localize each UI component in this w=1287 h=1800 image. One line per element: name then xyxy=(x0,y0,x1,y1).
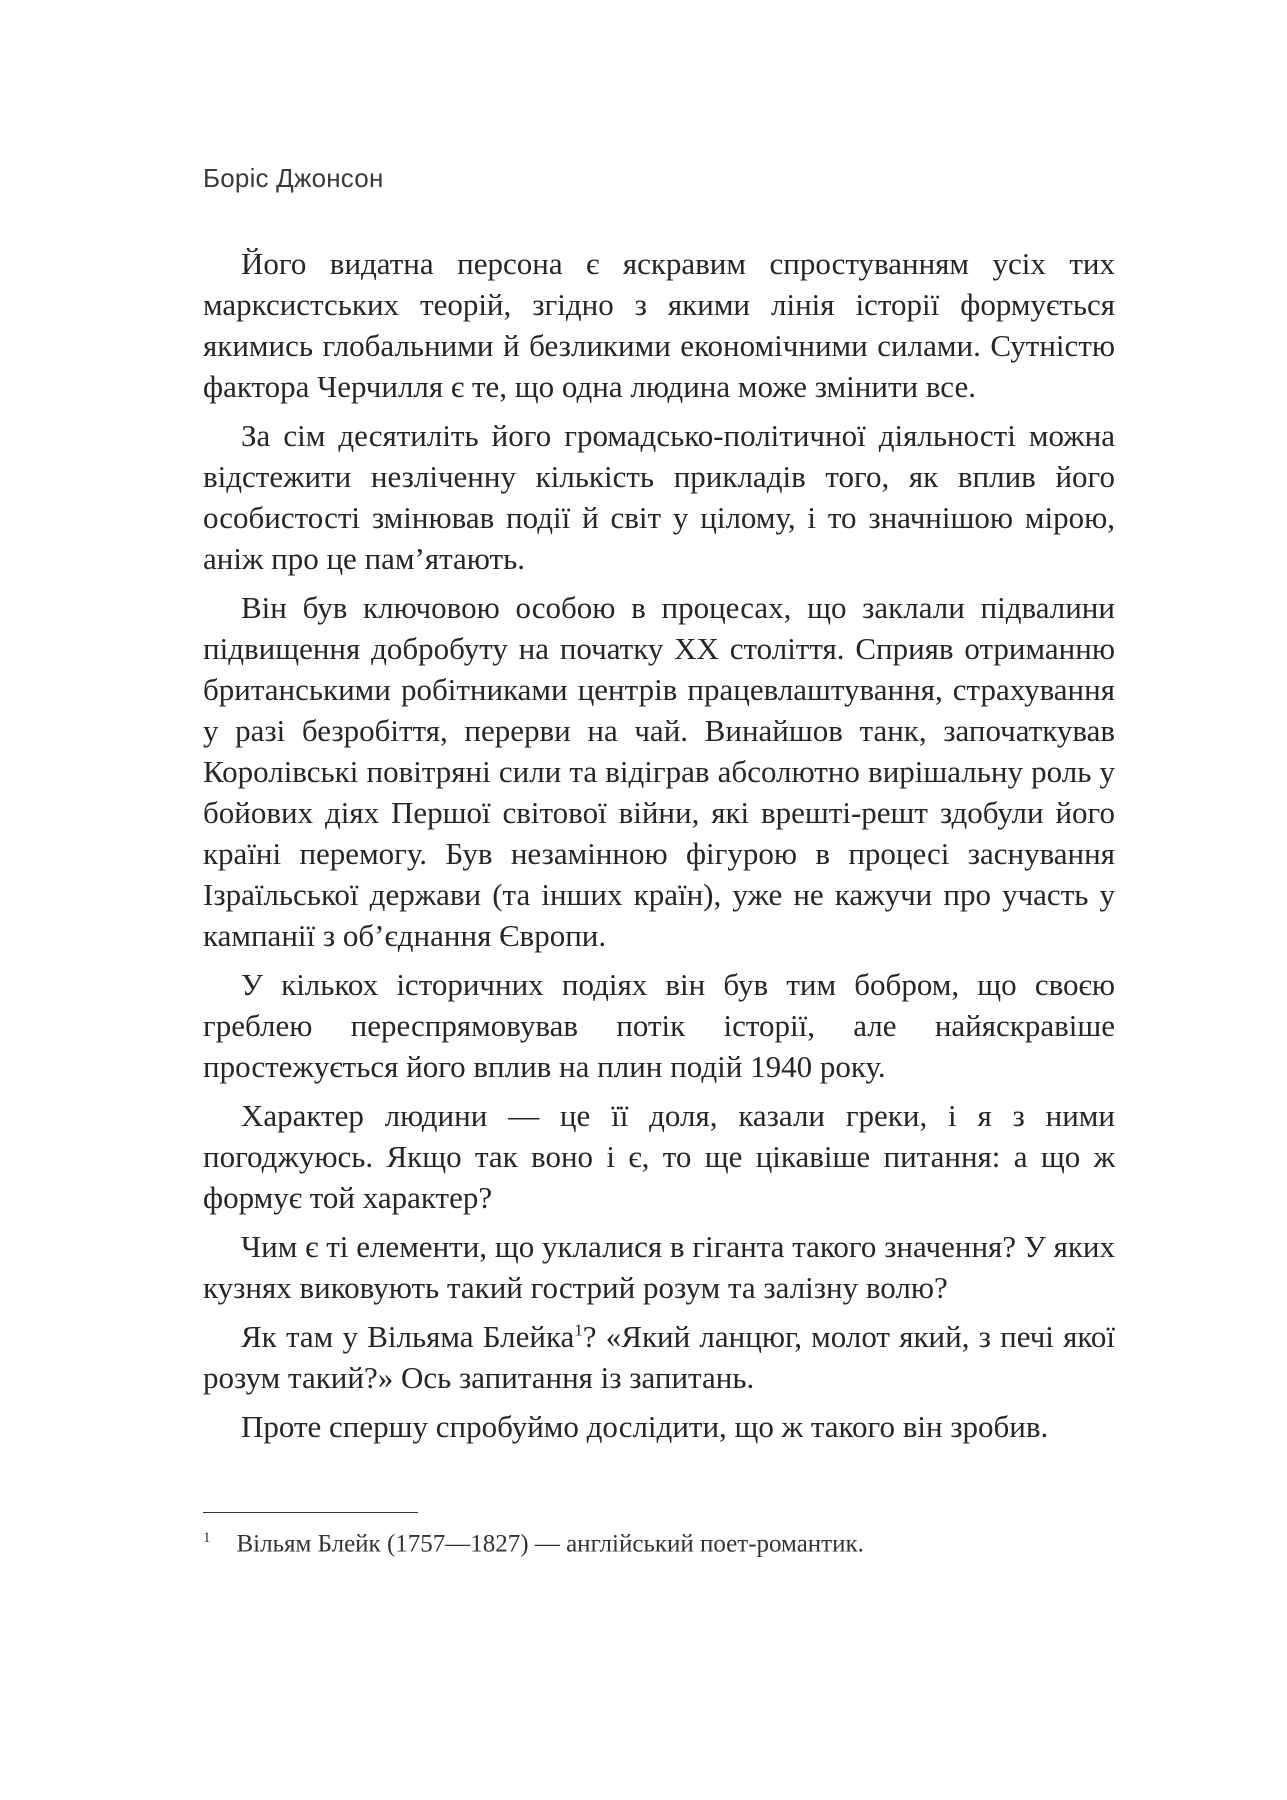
paragraph-8: Проте спершу спробуймо дослідити, що ж такого він зробив. xyxy=(241,1409,1049,1444)
footnote-text: Вільям Блейк (1757—1827) — англійський поет-романтик. xyxy=(236,1530,864,1558)
paragraph-1: Його видатна персона є яскравим спростуванням усіх тих марксистських теорій, згідно з якими лінія історії формується якимись глобальними й безликими економічними силами. Сутністю фактора Черчилля є те, що одна людина може змінити все. xyxy=(203,246,1115,404)
running-head-author: Боріс Джонсон xyxy=(203,163,384,193)
paragraph-6: Чим є ті елементи, що уклалися в гіганта такого значення? У яких кузнях виковують такий гострий розум та залізну волю? xyxy=(203,1229,1115,1305)
footnote-reference[interactable]: 1 xyxy=(574,1320,583,1340)
paragraph-3: Він був ключовою особою в процесах, що заклали підвалини підвищення добробуту на початку ХХ століття. Сприяв отриманню британськими робітниками центрів працевлаштування, страхування у разі безробіття, перерви на чай. Винайшов танк, започаткував Королівські повітряні сили та відіграв абсолютно вирішальну роль у бойових діях Першої світової війни, які врешті-решт здобули його країні перемогу. Був незамінною фігурою в процесі заснування Ізраїльської держави (та інших країн), уже не кажучи про участь у кампанії з об’єднання Європи. xyxy=(203,590,1115,953)
footnote-number: 1 xyxy=(203,1530,211,1546)
paragraph-5: Характер людини — це її доля, казали греки, і я з ними погоджуюсь. Якщо так воно і є, то ще цікавіше питання: а що ж формує той характер? xyxy=(203,1098,1115,1215)
paragraph-2: За сім десятиліть його громадсько-політичної діяльності можна відстежити незліченну кількість прикладів того, як вплив його особистості змінював події й світ у цілому, і то значнішою мірою, аніж про це пам’ятають. xyxy=(203,418,1115,576)
body-text xyxy=(203,243,1115,1455)
blake-text-before: Як там у Вільяма Блейка xyxy=(241,1319,575,1354)
paragraph-7 xyxy=(203,1316,1115,1398)
footnote-divider xyxy=(203,1512,418,1513)
blake-text-after: ? «Який ланцюг, молот який, з печі якої розум такий?» Ось запитання із запитань. xyxy=(203,1319,1115,1395)
footnote xyxy=(203,1530,864,1558)
paragraph-4: У кількох історичних подіях він був тим бобром, що своєю греблею переспрямовував потік історії, але найяскравіше простежується його вплив на плин подій 1940 року. xyxy=(203,967,1115,1084)
